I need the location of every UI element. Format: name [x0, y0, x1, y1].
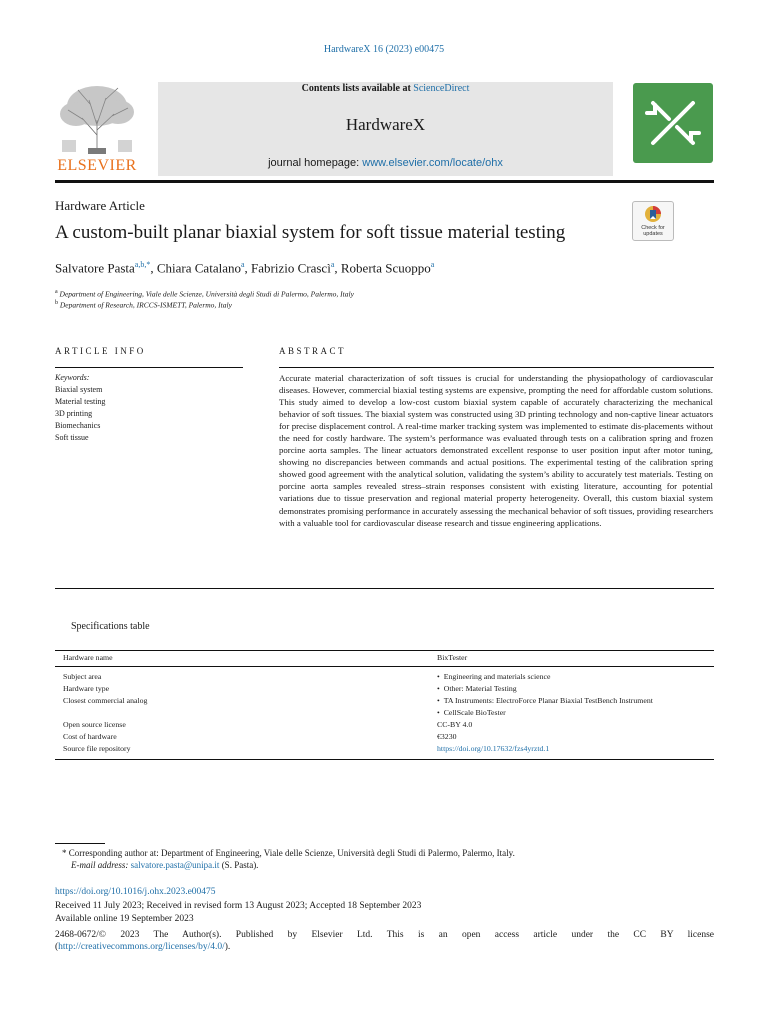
check-updates-text [633, 225, 673, 237]
corresponding-author-footnote [62, 847, 515, 871]
author-separator: , [150, 260, 154, 276]
abstract-rule [279, 367, 714, 368]
license-close-paren: ). [224, 942, 231, 952]
check-updates-icon [644, 205, 662, 225]
table-row [55, 743, 714, 760]
author-affil-mark[interactable]: a [240, 260, 245, 269]
keyword[interactable]: Biaxial system [55, 385, 103, 394]
article-title: A custom-built planar biaxial system for soft tissue material testing [55, 222, 566, 243]
keywords-block [55, 372, 105, 444]
repository-link[interactable]: https://doi.org/10.17632/fzs4yrztd.1 [437, 744, 550, 753]
journal-citation[interactable]: HardwareX 16 (2023) e00475 [323, 44, 445, 55]
license-statement: 2468-0672/© 2023 The Author(s). Published by Elsevier Ltd. This is an open access article under the CC BY license [55, 930, 714, 940]
table-row [55, 683, 714, 695]
header-rule [55, 180, 714, 183]
keyword[interactable]: 3D printing [55, 409, 93, 418]
table-row [55, 695, 714, 719]
author-affil-mark[interactable]: a [330, 260, 335, 269]
journal-name: HardwareX [345, 115, 426, 134]
homepage-link[interactable]: www.elsevier.com/locate/ohx [362, 157, 503, 169]
license-url-line [55, 941, 230, 953]
available-online: Available online 19 September 2023 [55, 914, 194, 924]
spec-value: • Engineering and materials science [437, 672, 550, 681]
spec-label: Cost of hardware [63, 732, 117, 741]
table-row [55, 719, 714, 731]
abstract-heading: ABSTRACT [279, 346, 347, 356]
affiliation-text: Department of Engineering, Viale delle Scienze, Università degli Studi di Palermo, Palermo, Italy [59, 289, 354, 299]
footnote-rule [55, 843, 105, 844]
affiliation-text: Department of Research, IRCCS-ISMETT, Palermo, Italy [59, 300, 232, 310]
table-row [55, 667, 714, 684]
affiliation-mark: b [55, 300, 58, 306]
journal-banner [158, 82, 613, 176]
keywords-label: Keywords: [55, 373, 90, 382]
abstract-text: Accurate material characterization of soft tissues is crucial for understanding the physiopathology of cardiovascular diseases. However, commercial biaxial testing systems are expensive, prompting the need for affordable custom solutions. This study aimed to develop a low-cost custom biaxial system capable of accurately characterizing the mechanical behavior of soft tissues. The biaxial system was constructed using 3D printing technology and non-captive linear actuators for precise displacement control. A real-time marker tracking system was implemented to estimate dis-placements without the need for costly hardware. The system’s performance was evaluated through tests on a calibration spring and frozen porcine aorta samples. The linear actuators demonstrated excellent response to user position input after motor tuning, showing no discrepancies between commands and actual positions. The experimental testing of the calibration spring showed good agreement with the analytical solution, validating the system’s ability to accurately test materials. Testing on porcine aorta samples revealed stress–strain responses consistent with existing literature, accounting for potential variations due to tissue preservation and regional material property heterogeneity. Overall, this custom biaxial system demonstrates promising performance in accurately assessing the mechanical behavior of soft tissues, providing researchers with a valuable tool for cardiovascular disease research and tissue engineering applications. [279, 373, 713, 528]
keyword[interactable]: Material testing [55, 397, 106, 406]
spec-label: Source file repository [55, 743, 429, 760]
author-list [55, 260, 434, 276]
spec-label: Open source license [63, 720, 126, 729]
license-open-paren: ( [55, 942, 59, 952]
publisher-wordmark[interactable]: ELSEVIER [57, 157, 137, 174]
check-for-updates-badge[interactable] [632, 201, 674, 241]
table-header-cell: BixTester [429, 651, 714, 667]
spec-value: • TA Instruments: ElectroForce Planar Biaxial TestBench Instrument [437, 695, 714, 707]
corresponding-text: Corresponding author at: Department of Engineering, Viale delle Scienze, Università degli Studi di Palermo, Palermo, Italy. [68, 848, 515, 858]
email-link[interactable]: salvatore.pasta@unipa.it [130, 860, 220, 870]
author-affil-mark[interactable]: a [430, 260, 435, 269]
spec-value: • Other: Material Testing [437, 684, 517, 693]
homepage-line [158, 157, 613, 169]
author-name[interactable]: Chiara Catalano [156, 260, 241, 276]
hardwarex-x-icon [633, 83, 713, 163]
affiliation-a [55, 289, 354, 299]
keyword[interactable]: Soft tissue [55, 433, 89, 442]
doi-link[interactable]: https://doi.org/10.1016/j.ohx.2023.e00475 [55, 887, 216, 897]
spec-value: • CellScale BioTester [437, 707, 714, 719]
received-dates: Received 11 July 2023; Received in revised form 13 August 2023; Accepted 18 September 2023 [55, 901, 422, 911]
contents-line [158, 83, 613, 94]
footnote-mark: * [62, 848, 67, 858]
article-info-rule [55, 367, 243, 368]
homepage-prefix: journal homepage: [268, 157, 360, 169]
spec-label: Subject area [63, 672, 102, 681]
sciencedirect-link[interactable]: ScienceDirect [413, 83, 470, 94]
author-name[interactable]: Fabrizio Crascì [251, 260, 331, 276]
table-header-row [55, 651, 714, 667]
affiliation-b [55, 300, 232, 310]
check-updates-line2: updates [643, 231, 663, 237]
article-type: Hardware Article [55, 198, 145, 213]
abstract-bottom-rule [55, 588, 714, 589]
specifications-table [55, 650, 714, 760]
author-separator: , [244, 260, 248, 276]
email-suffix: (S. Pasta). [221, 860, 259, 870]
author-name[interactable]: Salvatore Pasta [55, 260, 135, 276]
table-row [55, 731, 714, 743]
table-header-cell: Hardware name [55, 651, 429, 667]
spec-label: Closest commercial analog [63, 696, 148, 705]
author-separator: , [334, 260, 338, 276]
cc-license-link[interactable]: http://creativecommons.org/licenses/by/4.0/ [58, 942, 225, 952]
specs-table-title: Specifications table [71, 621, 150, 632]
affiliation-mark: a [55, 289, 58, 295]
spec-value: €3230 [437, 732, 457, 741]
email-label: E-mail address: [71, 860, 129, 870]
author-affil-mark[interactable]: a,b,* [134, 260, 151, 269]
spec-value: CC-BY 4.0 [437, 720, 473, 729]
journal-cover-thumbnail[interactable] [633, 83, 713, 163]
article-info-heading: ARTICLE INFO [55, 346, 146, 356]
author-name[interactable]: Roberta Scuoppo [340, 260, 431, 276]
keyword[interactable]: Biomechanics [55, 421, 101, 430]
contents-prefix: Contents lists available at [301, 83, 411, 94]
spec-label: Hardware type [63, 684, 110, 693]
check-updates-line1: Check for [641, 225, 665, 231]
